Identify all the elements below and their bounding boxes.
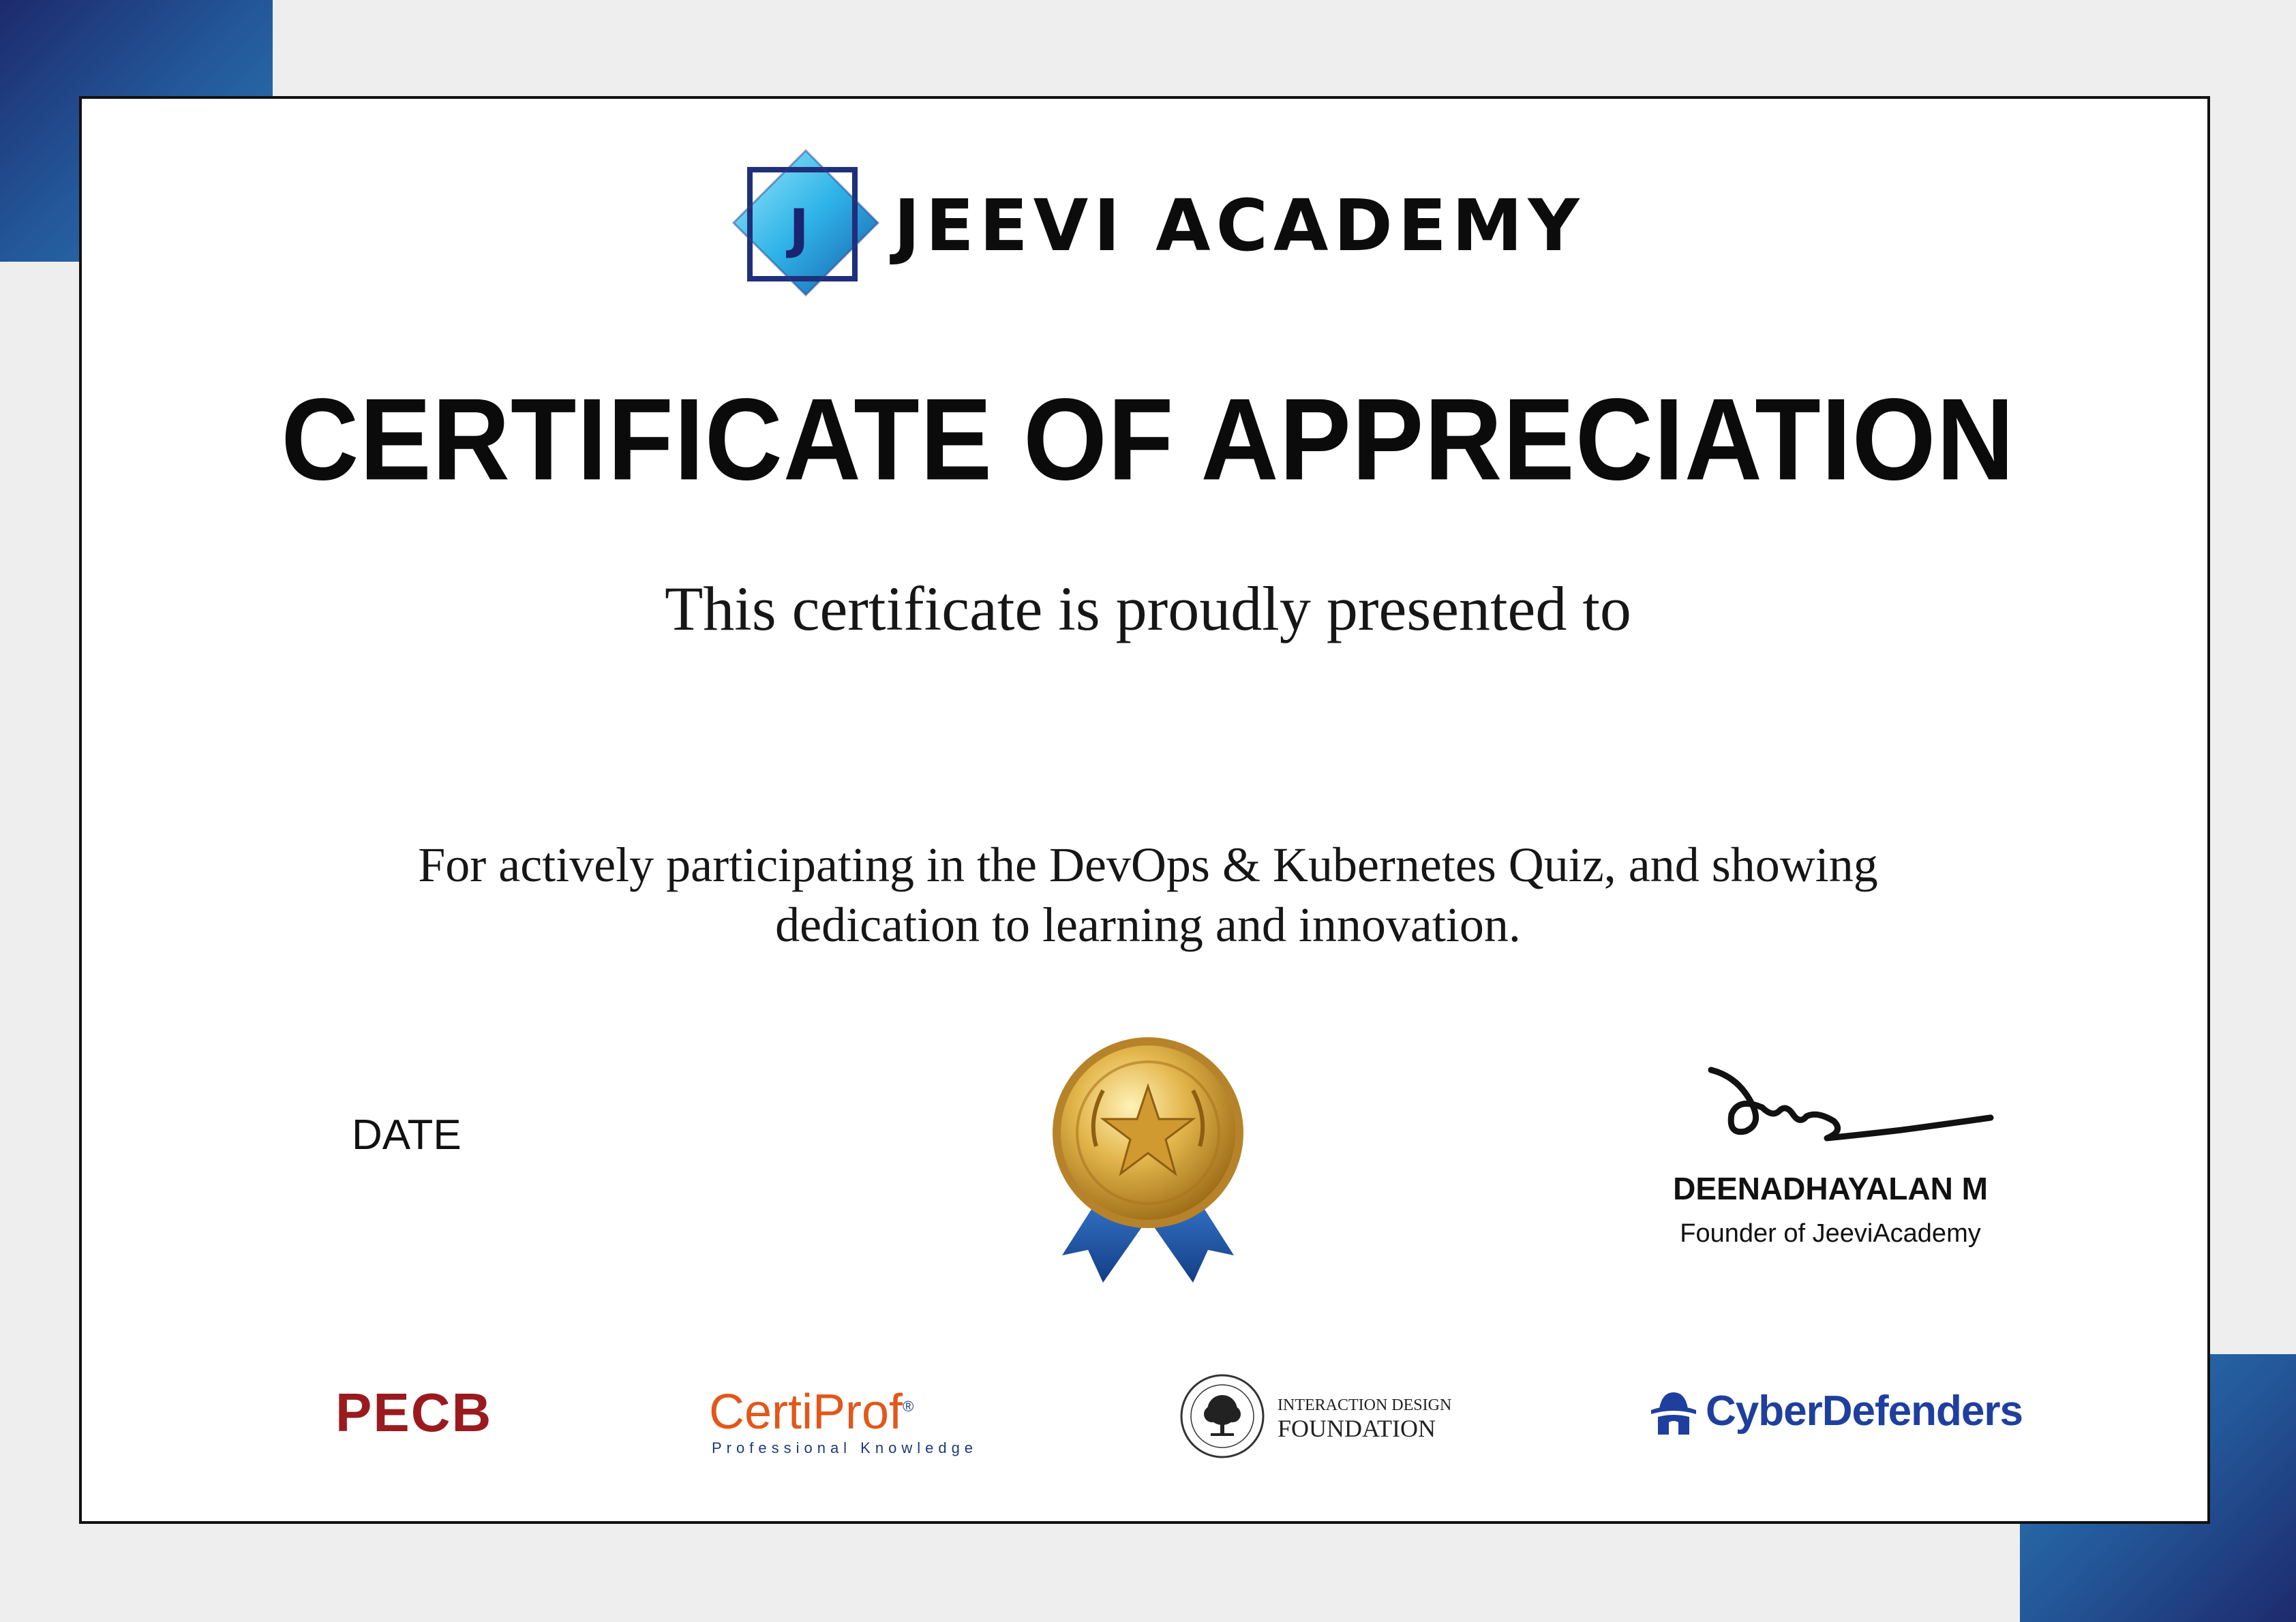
cyberdefenders-logo	[1647, 1380, 2029, 1448]
description-line-1: For actively participating in the DevOps & Kubernetes Quiz, and showing	[418, 838, 1878, 892]
logo-letter: J	[789, 199, 809, 260]
cyberdefenders-name: CyberDefenders	[1706, 1388, 2023, 1435]
brand-header	[729, 148, 1585, 301]
certiprof-registered-mark: ®	[903, 1398, 914, 1415]
brand-name: JEEVI ACADEMY	[894, 184, 1585, 267]
certificate-card	[79, 96, 2210, 1524]
certiprof-tagline: Professional Knowledge	[712, 1439, 978, 1456]
diamond-j-logo-icon	[729, 148, 882, 301]
gold-medal-icon	[1008, 1010, 1288, 1291]
signer-name: DEENADHAYALAN M	[1673, 1171, 1988, 1206]
idf-line-2: FOUNDATION	[1278, 1415, 1436, 1442]
interaction-design-foundation-logo	[1178, 1372, 1451, 1462]
presented-to-text: This certificate is proudly presented to	[665, 574, 1631, 643]
signer-role: Founder of JeeviAcademy	[1680, 1219, 1981, 1248]
hat-detective-icon	[1647, 1387, 1700, 1440]
idf-line-1: INTERACTION DESIGN	[1278, 1396, 1452, 1414]
certiprof-name: CertiProf	[709, 1385, 903, 1439]
tree-seal-icon	[1178, 1372, 1267, 1460]
date-label: DATE	[352, 1112, 462, 1159]
certificate-title: CERTIFICATE OF APPRECIATION	[281, 374, 2015, 505]
certiprof-logo	[709, 1380, 978, 1456]
description-line-2: dedication to learning and innovation.	[775, 898, 1521, 952]
signature-icon	[1697, 1056, 2011, 1159]
pecb-logo: PECB	[335, 1382, 493, 1443]
certificate-description	[0, 835, 2296, 955]
